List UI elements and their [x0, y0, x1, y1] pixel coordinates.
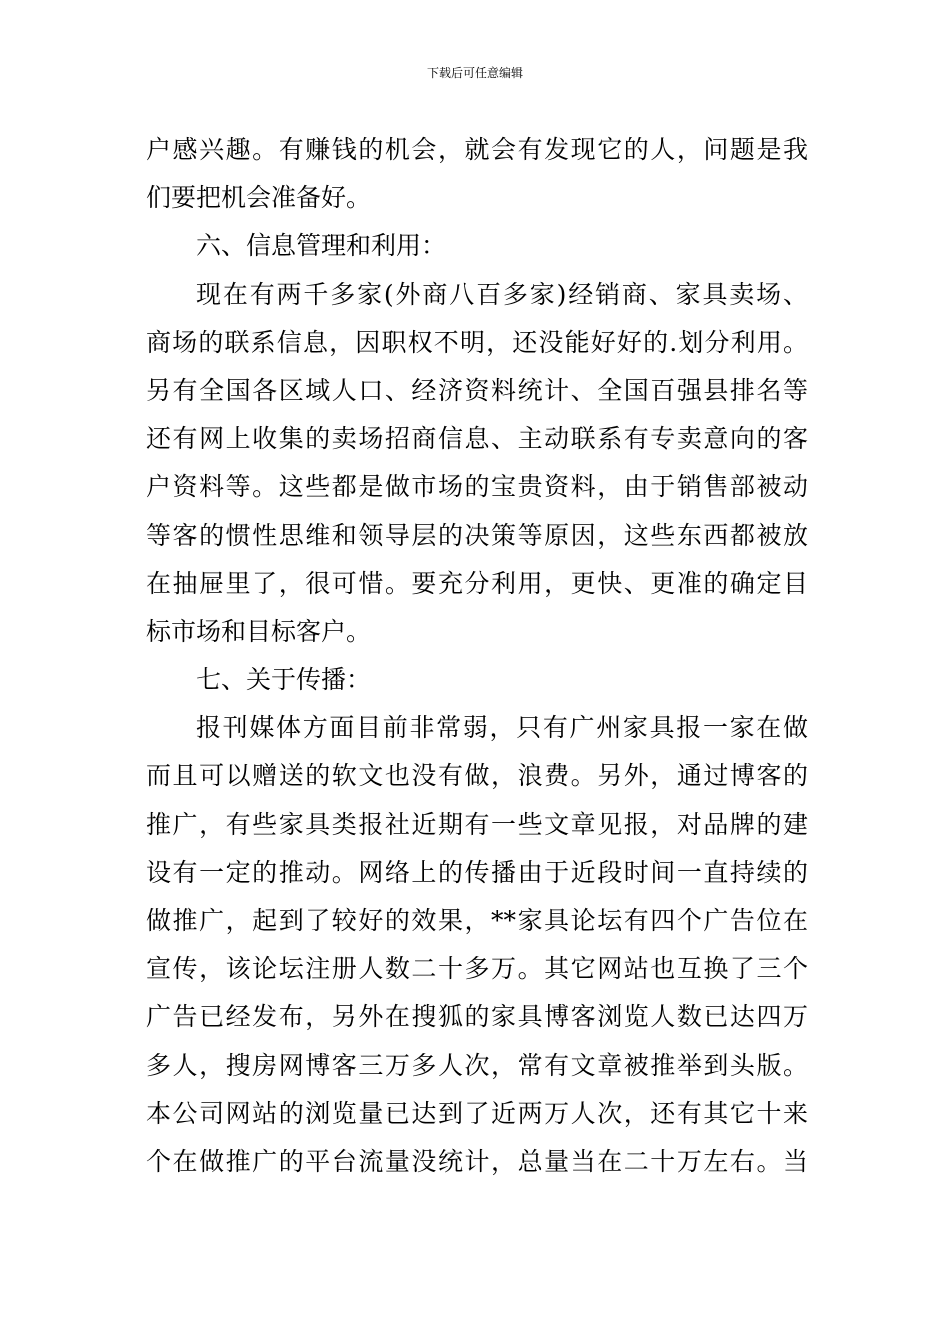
text-line: 另有全国各区域人口、经济资料统计、全国百强县排名等 [146, 375, 808, 405]
text-line: 户资料等。这些都是做市场的宝贵资料，由于销售部被动 [146, 472, 808, 502]
section-heading: 六、信息管理和利用： [196, 231, 447, 261]
text-line: 设有一定的推动。网络上的传播由于近段时间一直持续的 [146, 857, 808, 887]
text-line: 在抽屉里了，很可惜。要充分利用，更快、更准的确定目 [146, 568, 808, 598]
text-line: 广告已经发布，另外在搜狐的家具博客浏览人数已达四万 [146, 1002, 808, 1032]
text-line: 多人，搜房网博客三万多人次，常有文章被推举到头版。 [146, 1050, 808, 1080]
text-line: 而且可以赠送的软文也没有做，浪费。另外，通过博客的 [146, 761, 808, 791]
text-line: 本公司网站的浏览量已达到了近两万人次，还有其它十来 [146, 1098, 808, 1128]
section-heading: 七、关于传播： [196, 665, 372, 695]
text-line: 商场的联系信息，因职权不明，还没能好好的.划分利用。 [146, 327, 808, 357]
text-line: 报刊媒体方面目前非常弱，只有广州家具报一家在做 [196, 713, 808, 743]
text-line: 还有网上收集的卖场招商信息、主动联系有专卖意向的客 [146, 424, 808, 454]
text-line: 推广，有些家具类报社近期有一些文章见报，对品牌的建 [146, 809, 808, 839]
text-line: 宣传，该论坛注册人数二十多万。其它网站也互换了三个 [146, 954, 808, 984]
text-line: 等客的惯性思维和领导层的决策等原因，这些东西都被放 [146, 520, 808, 550]
text-line: 做推广，起到了较好的效果，**家具论坛有四个广告位在 [146, 906, 808, 935]
text-line: 现在有两千多家(外商八百多家)经销商、家具卖场、 [196, 279, 808, 309]
text-line: 个在做推广的平台流量没统计，总量当在二十万左右。当 [146, 1146, 808, 1176]
page-header: 下载后可任意编辑 [426, 66, 523, 80]
body-text [146, 126, 808, 1186]
text-line: 户感兴趣。有赚钱的机会，就会有发现它的人，问题是我 [146, 135, 808, 164]
text-line: 们要把机会准备好。 [146, 183, 372, 213]
text-line: 标市场和目标客户。 [146, 616, 372, 646]
